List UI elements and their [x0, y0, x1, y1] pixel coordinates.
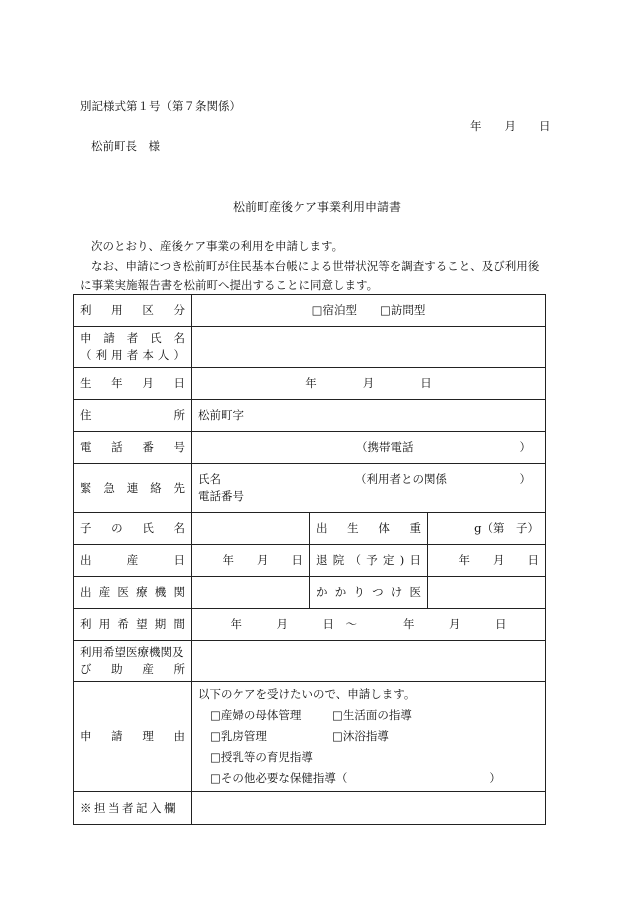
label-use-type: 利 用 区 分 [80, 303, 185, 318]
desired-facility-field[interactable] [192, 641, 546, 682]
row-birth-date [74, 545, 546, 577]
label-emergency: 緊 急 連 絡 先 [80, 480, 185, 495]
label-desired-facility-1: 利用希望医療機関及 [80, 645, 184, 660]
child-name-field[interactable] [192, 513, 310, 545]
row-birthdate [74, 368, 546, 400]
option-breast-care[interactable]: □乳房管理 [210, 729, 267, 743]
intro-line-2: なお、申請につき松前町が住民基本台帳による世帯状況等を調査すること、及び利用後 [91, 259, 540, 273]
birth-weight-field[interactable]: g（第 子） [428, 513, 546, 545]
row-facility [74, 641, 546, 682]
emergency-relation-close: ） [519, 472, 532, 487]
row-reason [74, 682, 546, 792]
label-staff-use: ※担当者記入欄 [74, 792, 192, 825]
option-other-close: ） [489, 771, 501, 785]
label-desired-facility-2: び 助 産 所 [80, 662, 185, 676]
reason-field [192, 682, 546, 792]
birthdate-field[interactable]: 年 月 日 [192, 368, 546, 400]
row-applicant [74, 327, 546, 368]
date-line: 年 月 日 [470, 119, 551, 133]
phone-field[interactable] [192, 432, 546, 464]
row-phone [74, 432, 546, 464]
emergency-tel-label: 電話番号 [198, 489, 244, 503]
label-address: 住 所 [80, 408, 185, 423]
application-form-table [73, 294, 546, 825]
row-emergency [74, 464, 546, 513]
label-discharge-date: 退 院 （ 予 定 ) 日 [316, 553, 421, 568]
desired-period-field[interactable]: 年 月 日 〜 年 月 日 [192, 609, 546, 641]
label-child-name: 子 の 氏 名 [80, 521, 185, 536]
option-bathing-guidance[interactable]: □沐浴指導 [332, 729, 389, 743]
label-desired-period: 利 用 希 望 期 間 [80, 617, 185, 632]
mobile-phone-close: ） [519, 440, 532, 455]
label-applicant-sub: （ 利 用 者 本 人 ） [80, 348, 185, 362]
staff-use-field[interactable] [192, 792, 546, 825]
mobile-phone-open: （携帯電話 [356, 440, 414, 455]
addressee: 松前町長 様 [91, 139, 160, 153]
label-applicant: 申 請 者 氏 名 [80, 331, 185, 346]
discharge-date-field[interactable]: 年 月 日 [428, 545, 546, 577]
emergency-contact-field[interactable] [192, 464, 546, 513]
label-phone: 電 話 番 号 [80, 440, 185, 455]
label-birth-hospital: 出 産 医 療 機 関 [80, 585, 185, 600]
row-address [74, 400, 546, 432]
row-child [74, 513, 546, 545]
label-birthdate: 生 年 月 日 [80, 376, 185, 391]
option-lifestyle-guidance[interactable]: □生活面の指導 [332, 708, 412, 722]
family-doctor-field[interactable] [428, 577, 546, 609]
document-title: 松前町産後ケア事業利用申請書 [233, 200, 402, 214]
row-period [74, 609, 546, 641]
option-nursing-guidance[interactable]: □授乳等の育児指導 [210, 750, 313, 764]
applicant-name-field[interactable] [192, 327, 546, 368]
option-other-guidance[interactable]: □その他必要な保健指導（ [210, 771, 348, 785]
reason-lead: 以下のケアを受けたいので、申請します。 [198, 687, 416, 701]
label-birth-weight: 出 生 体 重 [316, 521, 421, 536]
row-use-type [74, 295, 546, 327]
label-birth-day: 出 産 日 [80, 553, 185, 568]
label-reason: 申 請 理 由 [80, 729, 185, 744]
intro-line-1: 次のとおり、産後ケア事業の利用を申請します。 [91, 239, 344, 253]
birth-date-field[interactable]: 年 月 日 [192, 545, 310, 577]
row-hospital [74, 577, 546, 609]
option-maternal-care[interactable]: □産婦の母体管理 [210, 708, 302, 722]
address-field[interactable]: 松前町字 [192, 400, 546, 432]
emergency-name-label: 氏名 [198, 472, 221, 487]
label-family-doctor: か か り つ け 医 [316, 585, 421, 600]
form-number: 別記様式第１号（第７条関係） [80, 99, 241, 113]
row-staff [74, 792, 546, 825]
intro-line-3: に事業実施報告書を松前町へ提出することに同意します。 [80, 278, 379, 292]
birth-hospital-field[interactable] [192, 577, 310, 609]
emergency-relation-open: （利用者との関係 [355, 472, 447, 487]
use-type-options[interactable]: □宿泊型 □訪問型 [192, 295, 546, 327]
